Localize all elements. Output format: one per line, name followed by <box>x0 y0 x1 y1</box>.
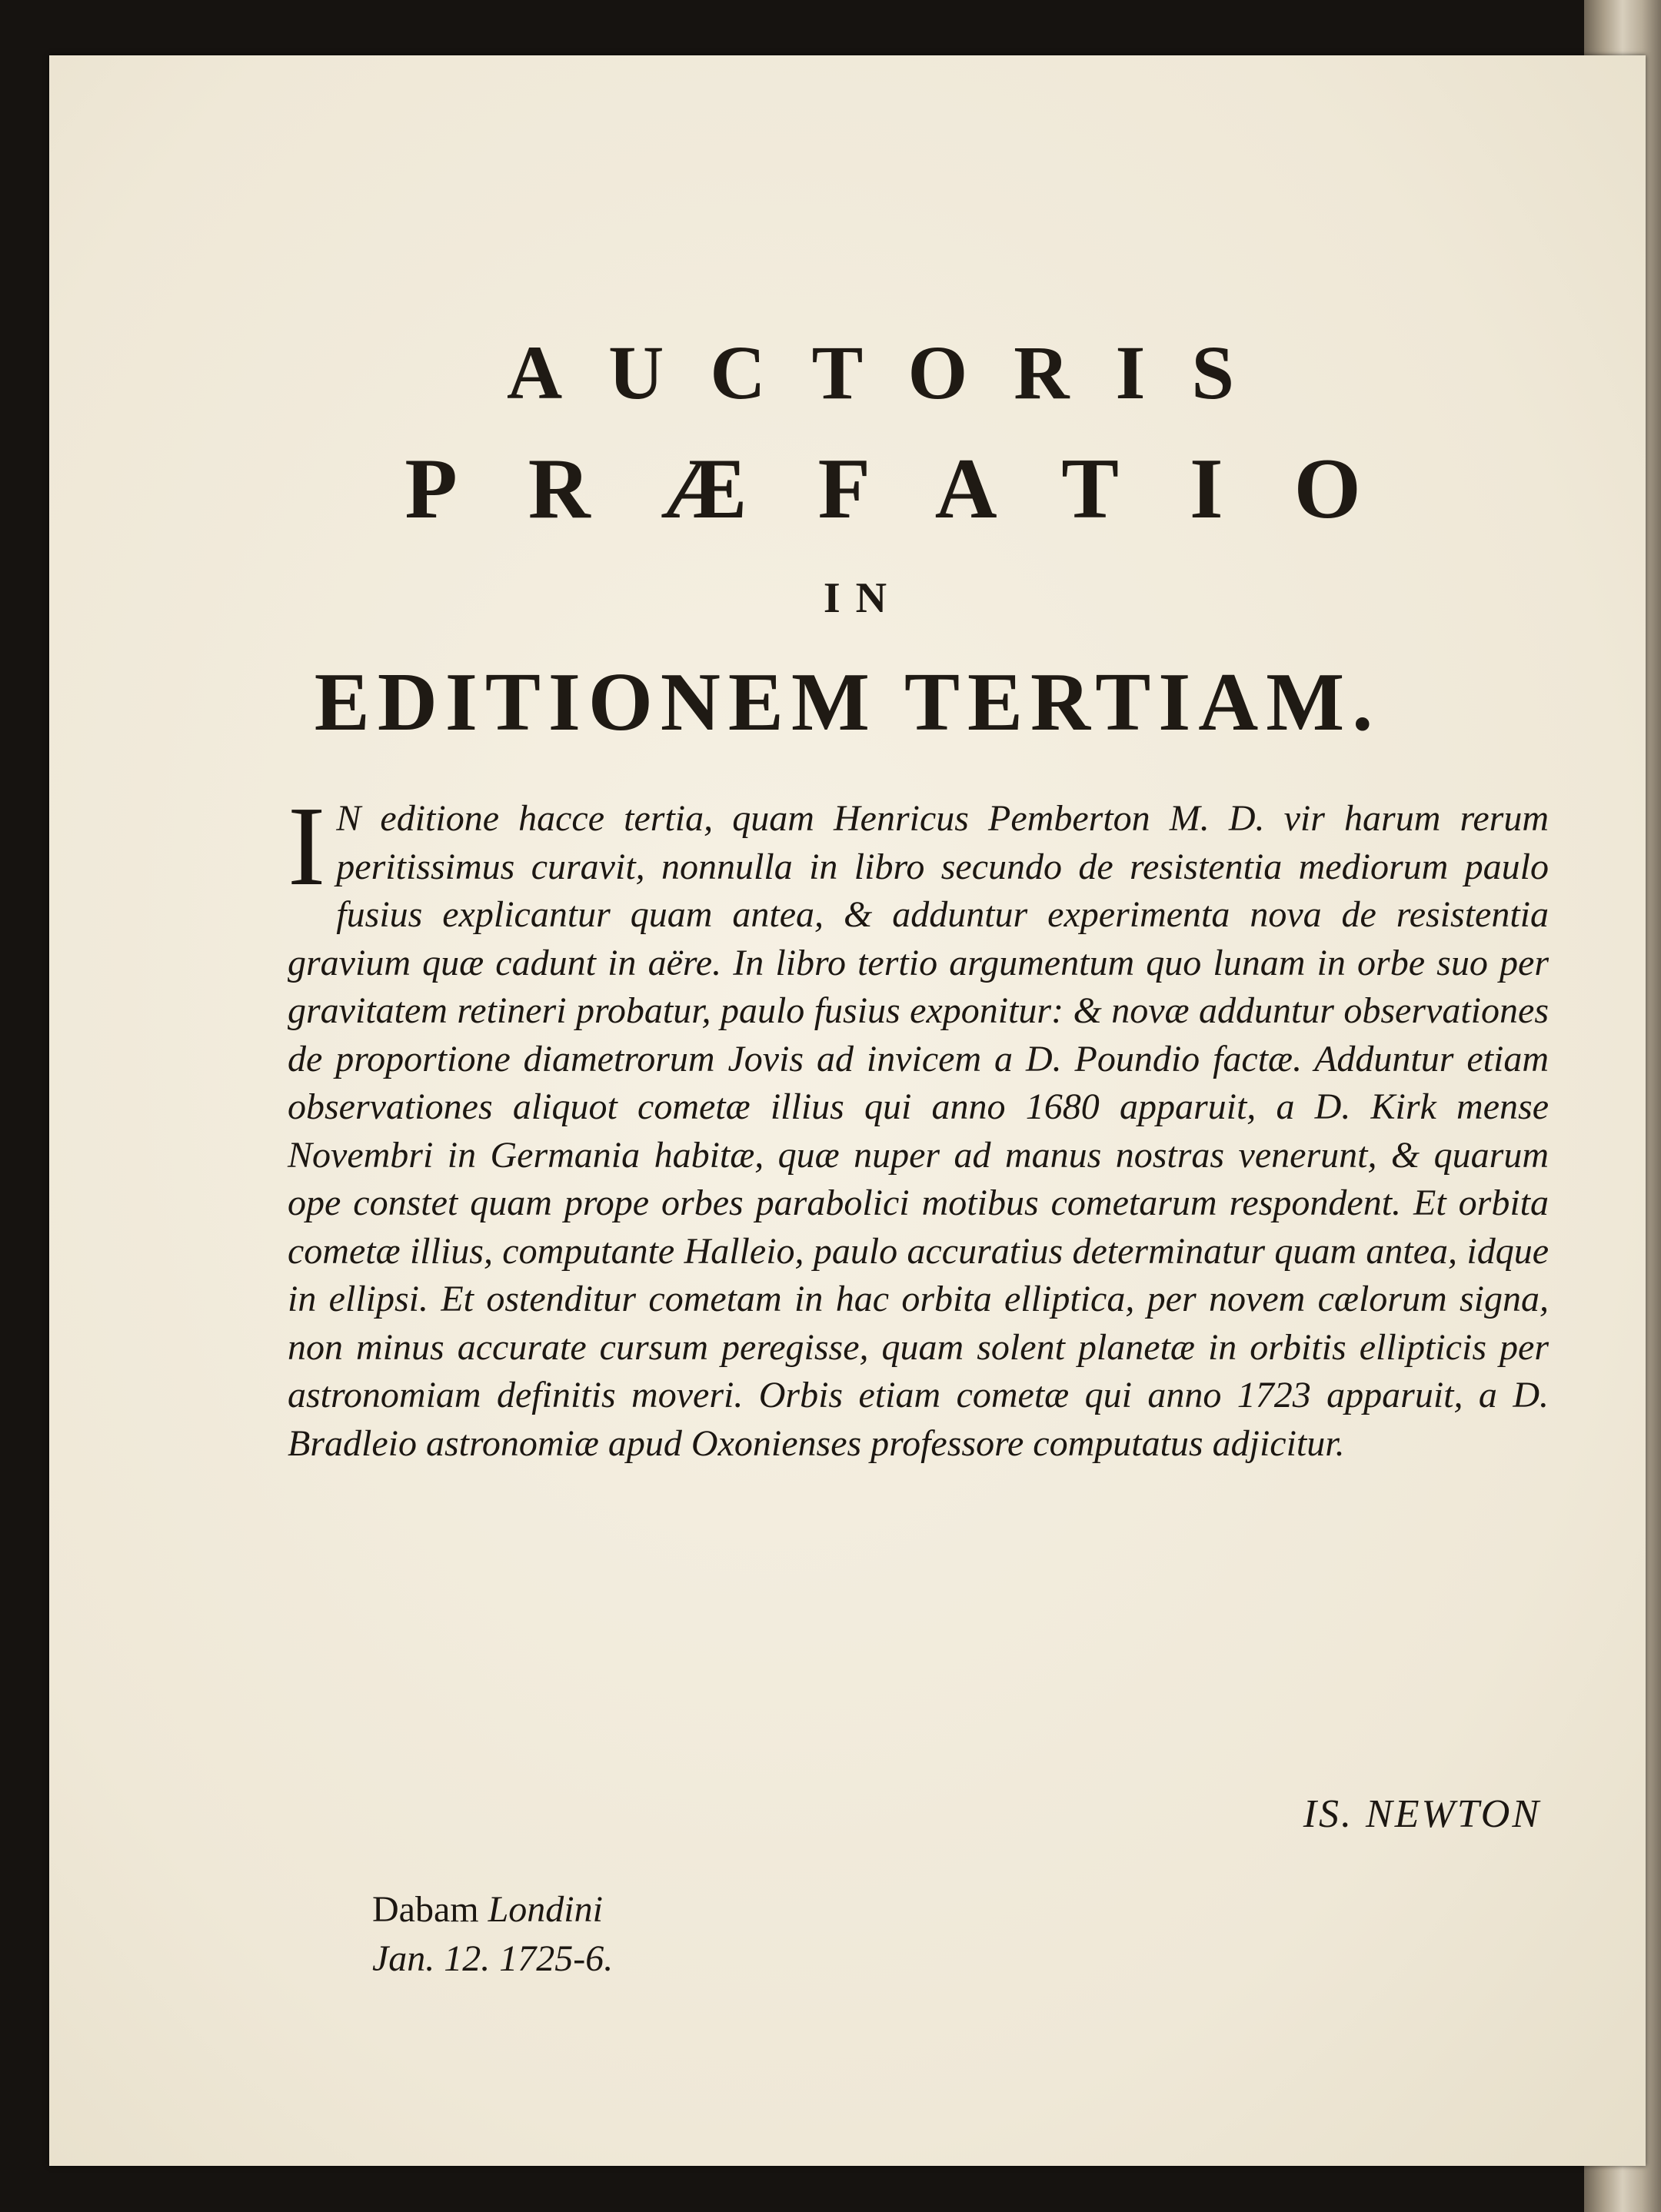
dateline-word: Dabam <box>372 1889 479 1930</box>
title-line-praefatio: PRÆFATIO <box>404 441 1432 537</box>
drop-cap: I <box>288 783 326 910</box>
dateline <box>372 1885 613 1984</box>
preface-text: N editione hacce tertia, quam Henricus Pemberton M. D. vir harum rerum peritissimus curavit, nonnulla in libro secundo de resistentia mediorum paulo fusius explicantur quam antea, & adduntur experimenta nova de resistentia gravium quæ cadunt in aëre. In libro tertio argumentum quo lunam in orbe suo per gravitatem retineri probatur, paulo fusius exponitur: & novæ adduntur observationes de proportione diametrorum Jovis ad invicem a D. Poundio factæ. Adduntur etiam observationes aliquot cometæ illius qui anno 1680 apparuit, a D. Kirk mense Novembri in Germania habitæ, quæ nuper ad manus nostras venerunt, & quarum ope constet quam prope orbes parabolici motibus cometarum respondent. Et orbita cometæ illius, computante Halleio, paulo accuratius determinatur quam antea, idque in ellipsi. Et ostenditur cometam in hac orbita elliptica, per novem cælorum signa, non minus accurate cursum peregisse, quam solent planetæ in orbitis ellipticis per astronomiam definitis moveri. Orbis etiam cometæ qui anno 1723 apparuit, a D. Bradleio astronomiæ apud Oxonienses professore computatus adjicitur. <box>288 798 1549 1464</box>
dateline-place-row <box>372 1885 613 1934</box>
title-line-in: IN <box>823 574 903 622</box>
title-line-editionem-tertiam: EDITIONEM TERTIAM. <box>314 657 1381 748</box>
book-page <box>49 55 1646 2166</box>
dateline-date: Jan. 12. 1725-6. <box>372 1938 614 1979</box>
title-line-auctoris: AUCTORIS <box>506 330 1281 415</box>
preface-paragraph <box>288 783 1549 1468</box>
author-signature: IS. NEWTON <box>1303 1792 1541 1836</box>
dateline-place: Londini <box>488 1889 603 1930</box>
